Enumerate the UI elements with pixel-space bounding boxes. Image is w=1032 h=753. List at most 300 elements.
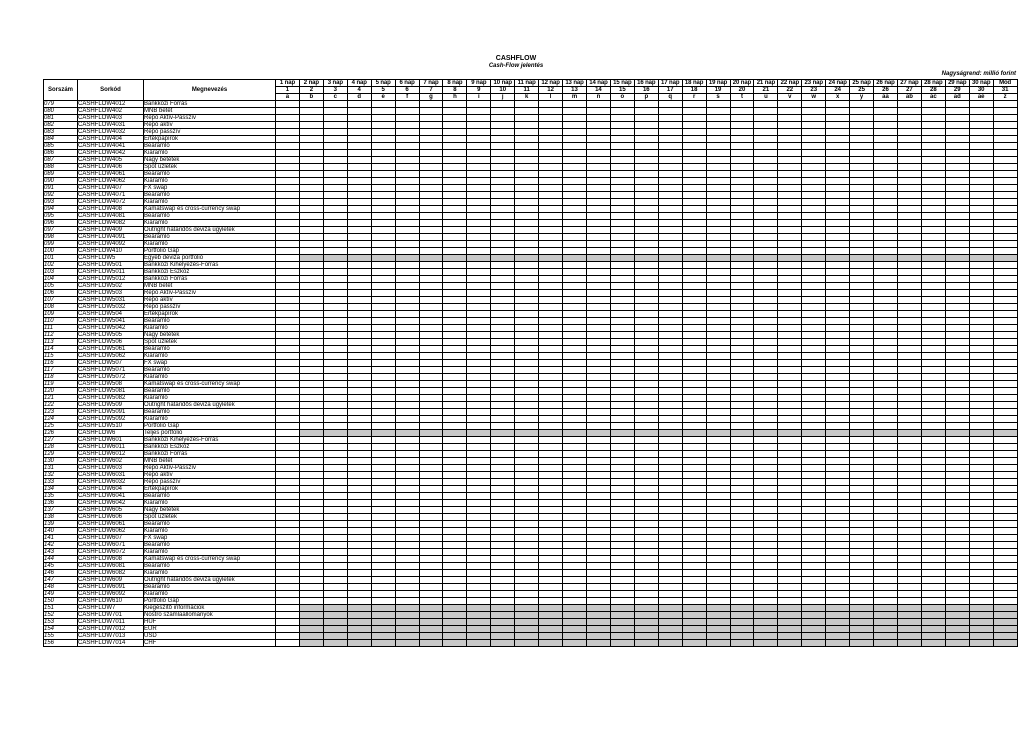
value-cell[interactable]	[945, 311, 969, 318]
value-cell[interactable]	[539, 444, 563, 451]
value-cell[interactable]	[395, 164, 419, 171]
value-cell[interactable]	[945, 164, 969, 171]
value-cell[interactable]	[539, 129, 563, 136]
value-cell[interactable]	[610, 290, 634, 297]
value-cell[interactable]	[419, 171, 443, 178]
value-cell[interactable]	[969, 479, 993, 486]
value-cell[interactable]	[276, 430, 300, 437]
value-cell[interactable]	[706, 402, 730, 409]
value-cell[interactable]	[347, 486, 371, 493]
value-cell[interactable]	[539, 556, 563, 563]
value-cell[interactable]	[634, 164, 658, 171]
value-cell[interactable]	[347, 528, 371, 535]
value-cell[interactable]	[945, 591, 969, 598]
value-cell[interactable]	[491, 409, 515, 416]
value-cell[interactable]	[419, 311, 443, 318]
value-cell[interactable]	[826, 220, 850, 227]
value-cell[interactable]	[682, 276, 706, 283]
value-cell[interactable]	[371, 563, 395, 570]
value-cell[interactable]	[802, 234, 826, 241]
value-cell[interactable]	[921, 591, 945, 598]
value-cell[interactable]	[443, 157, 467, 164]
value-cell[interactable]	[323, 136, 347, 143]
value-cell[interactable]	[658, 570, 682, 577]
value-cell[interactable]	[634, 199, 658, 206]
value-cell[interactable]	[706, 283, 730, 290]
value-cell[interactable]	[395, 556, 419, 563]
value-cell[interactable]	[921, 234, 945, 241]
value-cell[interactable]	[778, 619, 802, 626]
value-cell[interactable]	[586, 409, 610, 416]
value-cell[interactable]	[897, 591, 921, 598]
value-cell[interactable]	[730, 234, 754, 241]
value-cell[interactable]	[682, 318, 706, 325]
value-cell[interactable]	[706, 500, 730, 507]
value-cell[interactable]	[897, 143, 921, 150]
value-cell[interactable]	[658, 241, 682, 248]
value-cell[interactable]	[826, 290, 850, 297]
value-cell[interactable]	[347, 633, 371, 640]
value-cell[interactable]	[443, 276, 467, 283]
value-cell[interactable]	[945, 346, 969, 353]
value-cell[interactable]	[299, 388, 323, 395]
value-cell[interactable]	[371, 640, 395, 647]
value-cell[interactable]	[802, 213, 826, 220]
value-cell[interactable]	[682, 619, 706, 626]
value-cell[interactable]	[610, 234, 634, 241]
value-cell[interactable]	[563, 248, 587, 255]
value-cell[interactable]	[467, 129, 491, 136]
value-cell[interactable]	[730, 598, 754, 605]
value-cell[interactable]	[395, 276, 419, 283]
value-cell[interactable]	[563, 549, 587, 556]
value-cell[interactable]	[371, 535, 395, 542]
value-cell[interactable]	[658, 416, 682, 423]
value-cell[interactable]	[921, 339, 945, 346]
value-cell[interactable]	[419, 150, 443, 157]
value-cell[interactable]	[563, 234, 587, 241]
value-cell[interactable]	[706, 136, 730, 143]
value-cell[interactable]	[515, 584, 539, 591]
value-cell[interactable]	[874, 262, 898, 269]
value-cell[interactable]	[682, 577, 706, 584]
value-cell[interactable]	[347, 108, 371, 115]
value-cell[interactable]	[778, 528, 802, 535]
value-cell[interactable]	[586, 479, 610, 486]
value-cell[interactable]	[419, 185, 443, 192]
value-cell[interactable]	[897, 304, 921, 311]
value-cell[interactable]	[897, 360, 921, 367]
value-cell[interactable]	[754, 367, 778, 374]
value-cell[interactable]	[634, 283, 658, 290]
value-cell[interactable]	[491, 619, 515, 626]
value-cell[interactable]	[921, 486, 945, 493]
value-cell[interactable]	[323, 381, 347, 388]
value-cell[interactable]	[874, 360, 898, 367]
value-cell[interactable]	[945, 479, 969, 486]
value-cell[interactable]	[323, 612, 347, 619]
value-cell[interactable]	[658, 395, 682, 402]
value-cell[interactable]	[945, 318, 969, 325]
value-cell[interactable]	[515, 626, 539, 633]
value-cell[interactable]	[802, 409, 826, 416]
value-cell[interactable]	[467, 451, 491, 458]
value-cell[interactable]	[467, 206, 491, 213]
value-cell[interactable]	[802, 486, 826, 493]
value-cell[interactable]	[299, 353, 323, 360]
value-cell[interactable]	[563, 486, 587, 493]
value-cell[interactable]	[850, 591, 874, 598]
value-cell[interactable]	[897, 451, 921, 458]
value-cell[interactable]	[706, 353, 730, 360]
value-cell[interactable]	[850, 248, 874, 255]
value-cell[interactable]	[299, 640, 323, 647]
value-cell[interactable]	[515, 416, 539, 423]
value-cell[interactable]	[467, 388, 491, 395]
value-cell[interactable]	[682, 150, 706, 157]
value-cell[interactable]	[921, 416, 945, 423]
value-cell[interactable]	[610, 143, 634, 150]
value-cell[interactable]	[395, 486, 419, 493]
value-cell[interactable]	[515, 122, 539, 129]
value-cell[interactable]	[802, 150, 826, 157]
value-cell[interactable]	[347, 451, 371, 458]
value-cell[interactable]	[610, 388, 634, 395]
value-cell[interactable]	[778, 325, 802, 332]
value-cell[interactable]	[754, 451, 778, 458]
value-cell[interactable]	[897, 458, 921, 465]
value-cell[interactable]	[323, 255, 347, 262]
value-cell[interactable]	[897, 423, 921, 430]
value-cell[interactable]	[730, 633, 754, 640]
value-cell[interactable]	[945, 206, 969, 213]
value-cell[interactable]	[850, 612, 874, 619]
value-cell[interactable]	[395, 227, 419, 234]
value-cell[interactable]	[874, 171, 898, 178]
value-cell[interactable]	[323, 584, 347, 591]
value-cell[interactable]	[850, 129, 874, 136]
value-cell[interactable]	[610, 486, 634, 493]
value-cell[interactable]	[802, 479, 826, 486]
value-cell[interactable]	[443, 423, 467, 430]
value-cell[interactable]	[586, 507, 610, 514]
value-cell[interactable]	[778, 458, 802, 465]
value-cell[interactable]	[706, 332, 730, 339]
value-cell[interactable]	[299, 199, 323, 206]
value-cell[interactable]	[539, 619, 563, 626]
value-cell[interactable]	[897, 563, 921, 570]
value-cell[interactable]	[874, 521, 898, 528]
value-cell[interactable]	[969, 311, 993, 318]
value-cell[interactable]	[658, 542, 682, 549]
value-cell[interactable]	[802, 402, 826, 409]
value-cell[interactable]	[467, 262, 491, 269]
value-cell[interactable]	[323, 619, 347, 626]
value-cell[interactable]	[993, 486, 1017, 493]
value-cell[interactable]	[802, 178, 826, 185]
value-cell[interactable]	[586, 465, 610, 472]
value-cell[interactable]	[395, 514, 419, 521]
value-cell[interactable]	[371, 325, 395, 332]
value-cell[interactable]	[921, 360, 945, 367]
value-cell[interactable]	[945, 402, 969, 409]
value-cell[interactable]	[491, 381, 515, 388]
value-cell[interactable]	[658, 388, 682, 395]
value-cell[interactable]	[395, 626, 419, 633]
value-cell[interactable]	[323, 556, 347, 563]
value-cell[interactable]	[491, 150, 515, 157]
value-cell[interactable]	[563, 619, 587, 626]
value-cell[interactable]	[515, 528, 539, 535]
value-cell[interactable]	[323, 367, 347, 374]
value-cell[interactable]	[371, 269, 395, 276]
value-cell[interactable]	[778, 185, 802, 192]
value-cell[interactable]	[323, 563, 347, 570]
value-cell[interactable]	[945, 150, 969, 157]
value-cell[interactable]	[515, 640, 539, 647]
value-cell[interactable]	[347, 157, 371, 164]
value-cell[interactable]	[826, 472, 850, 479]
value-cell[interactable]	[921, 409, 945, 416]
value-cell[interactable]	[419, 409, 443, 416]
value-cell[interactable]	[539, 563, 563, 570]
value-cell[interactable]	[706, 423, 730, 430]
value-cell[interactable]	[299, 570, 323, 577]
value-cell[interactable]	[539, 255, 563, 262]
value-cell[interactable]	[491, 353, 515, 360]
value-cell[interactable]	[515, 423, 539, 430]
value-cell[interactable]	[467, 199, 491, 206]
value-cell[interactable]	[515, 171, 539, 178]
value-cell[interactable]	[419, 479, 443, 486]
value-cell[interactable]	[754, 472, 778, 479]
value-cell[interactable]	[563, 521, 587, 528]
value-cell[interactable]	[993, 451, 1017, 458]
value-cell[interactable]	[826, 619, 850, 626]
value-cell[interactable]	[874, 416, 898, 423]
value-cell[interactable]	[539, 150, 563, 157]
value-cell[interactable]	[921, 248, 945, 255]
value-cell[interactable]	[969, 101, 993, 108]
value-cell[interactable]	[897, 241, 921, 248]
value-cell[interactable]	[754, 171, 778, 178]
value-cell[interactable]	[874, 108, 898, 115]
value-cell[interactable]	[491, 563, 515, 570]
value-cell[interactable]	[634, 136, 658, 143]
value-cell[interactable]	[658, 276, 682, 283]
value-cell[interactable]	[586, 115, 610, 122]
value-cell[interactable]	[515, 332, 539, 339]
value-cell[interactable]	[802, 206, 826, 213]
value-cell[interactable]	[491, 395, 515, 402]
value-cell[interactable]	[491, 437, 515, 444]
value-cell[interactable]	[874, 213, 898, 220]
value-cell[interactable]	[634, 381, 658, 388]
value-cell[interactable]	[491, 640, 515, 647]
value-cell[interactable]	[826, 241, 850, 248]
value-cell[interactable]	[945, 157, 969, 164]
value-cell[interactable]	[299, 458, 323, 465]
value-cell[interactable]	[993, 423, 1017, 430]
value-cell[interactable]	[443, 185, 467, 192]
value-cell[interactable]	[897, 381, 921, 388]
value-cell[interactable]	[610, 318, 634, 325]
value-cell[interactable]	[323, 199, 347, 206]
value-cell[interactable]	[491, 255, 515, 262]
value-cell[interactable]	[658, 591, 682, 598]
value-cell[interactable]	[969, 115, 993, 122]
value-cell[interactable]	[276, 402, 300, 409]
value-cell[interactable]	[395, 220, 419, 227]
value-cell[interactable]	[730, 220, 754, 227]
value-cell[interactable]	[754, 395, 778, 402]
value-cell[interactable]	[371, 486, 395, 493]
value-cell[interactable]	[276, 199, 300, 206]
value-cell[interactable]	[419, 500, 443, 507]
value-cell[interactable]	[921, 563, 945, 570]
value-cell[interactable]	[563, 514, 587, 521]
value-cell[interactable]	[299, 451, 323, 458]
value-cell[interactable]	[730, 563, 754, 570]
value-cell[interactable]	[682, 353, 706, 360]
value-cell[interactable]	[586, 255, 610, 262]
value-cell[interactable]	[897, 430, 921, 437]
value-cell[interactable]	[276, 332, 300, 339]
value-cell[interactable]	[539, 213, 563, 220]
value-cell[interactable]	[347, 332, 371, 339]
value-cell[interactable]	[969, 626, 993, 633]
value-cell[interactable]	[945, 234, 969, 241]
value-cell[interactable]	[658, 528, 682, 535]
value-cell[interactable]	[395, 430, 419, 437]
value-cell[interactable]	[778, 143, 802, 150]
value-cell[interactable]	[347, 416, 371, 423]
value-cell[interactable]	[706, 626, 730, 633]
value-cell[interactable]	[897, 556, 921, 563]
value-cell[interactable]	[443, 213, 467, 220]
value-cell[interactable]	[993, 269, 1017, 276]
value-cell[interactable]	[395, 115, 419, 122]
value-cell[interactable]	[778, 402, 802, 409]
value-cell[interactable]	[395, 318, 419, 325]
value-cell[interactable]	[921, 458, 945, 465]
value-cell[interactable]	[610, 500, 634, 507]
value-cell[interactable]	[443, 486, 467, 493]
value-cell[interactable]	[921, 444, 945, 451]
value-cell[interactable]	[826, 577, 850, 584]
value-cell[interactable]	[610, 157, 634, 164]
value-cell[interactable]	[874, 388, 898, 395]
value-cell[interactable]	[634, 178, 658, 185]
value-cell[interactable]	[754, 185, 778, 192]
value-cell[interactable]	[610, 220, 634, 227]
value-cell[interactable]	[515, 311, 539, 318]
value-cell[interactable]	[347, 423, 371, 430]
value-cell[interactable]	[945, 227, 969, 234]
value-cell[interactable]	[395, 304, 419, 311]
value-cell[interactable]	[850, 577, 874, 584]
value-cell[interactable]	[419, 262, 443, 269]
value-cell[interactable]	[443, 178, 467, 185]
value-cell[interactable]	[634, 605, 658, 612]
value-cell[interactable]	[419, 472, 443, 479]
value-cell[interactable]	[897, 486, 921, 493]
value-cell[interactable]	[993, 409, 1017, 416]
value-cell[interactable]	[754, 255, 778, 262]
value-cell[interactable]	[826, 598, 850, 605]
value-cell[interactable]	[945, 213, 969, 220]
value-cell[interactable]	[634, 409, 658, 416]
value-cell[interactable]	[443, 458, 467, 465]
value-cell[interactable]	[754, 514, 778, 521]
value-cell[interactable]	[371, 297, 395, 304]
value-cell[interactable]	[634, 157, 658, 164]
value-cell[interactable]	[586, 178, 610, 185]
value-cell[interactable]	[993, 325, 1017, 332]
value-cell[interactable]	[993, 346, 1017, 353]
value-cell[interactable]	[897, 640, 921, 647]
value-cell[interactable]	[874, 199, 898, 206]
value-cell[interactable]	[586, 136, 610, 143]
value-cell[interactable]	[491, 339, 515, 346]
value-cell[interactable]	[730, 556, 754, 563]
value-cell[interactable]	[802, 640, 826, 647]
value-cell[interactable]	[826, 143, 850, 150]
value-cell[interactable]	[730, 570, 754, 577]
value-cell[interactable]	[491, 626, 515, 633]
value-cell[interactable]	[874, 493, 898, 500]
value-cell[interactable]	[969, 339, 993, 346]
value-cell[interactable]	[586, 381, 610, 388]
value-cell[interactable]	[921, 220, 945, 227]
value-cell[interactable]	[658, 108, 682, 115]
value-cell[interactable]	[276, 479, 300, 486]
value-cell[interactable]	[395, 451, 419, 458]
value-cell[interactable]	[850, 388, 874, 395]
value-cell[interactable]	[754, 423, 778, 430]
value-cell[interactable]	[299, 122, 323, 129]
value-cell[interactable]	[921, 423, 945, 430]
value-cell[interactable]	[754, 129, 778, 136]
value-cell[interactable]	[921, 206, 945, 213]
value-cell[interactable]	[371, 472, 395, 479]
value-cell[interactable]	[921, 101, 945, 108]
value-cell[interactable]	[850, 304, 874, 311]
value-cell[interactable]	[826, 458, 850, 465]
value-cell[interactable]	[299, 381, 323, 388]
value-cell[interactable]	[539, 423, 563, 430]
value-cell[interactable]	[658, 584, 682, 591]
value-cell[interactable]	[563, 199, 587, 206]
value-cell[interactable]	[993, 556, 1017, 563]
value-cell[interactable]	[467, 346, 491, 353]
value-cell[interactable]	[897, 535, 921, 542]
value-cell[interactable]	[754, 248, 778, 255]
value-cell[interactable]	[610, 444, 634, 451]
value-cell[interactable]	[563, 213, 587, 220]
value-cell[interactable]	[634, 108, 658, 115]
value-cell[interactable]	[682, 409, 706, 416]
value-cell[interactable]	[969, 178, 993, 185]
value-cell[interactable]	[634, 332, 658, 339]
value-cell[interactable]	[802, 388, 826, 395]
value-cell[interactable]	[371, 192, 395, 199]
value-cell[interactable]	[395, 374, 419, 381]
value-cell[interactable]	[347, 409, 371, 416]
value-cell[interactable]	[371, 171, 395, 178]
value-cell[interactable]	[395, 353, 419, 360]
value-cell[interactable]	[395, 577, 419, 584]
